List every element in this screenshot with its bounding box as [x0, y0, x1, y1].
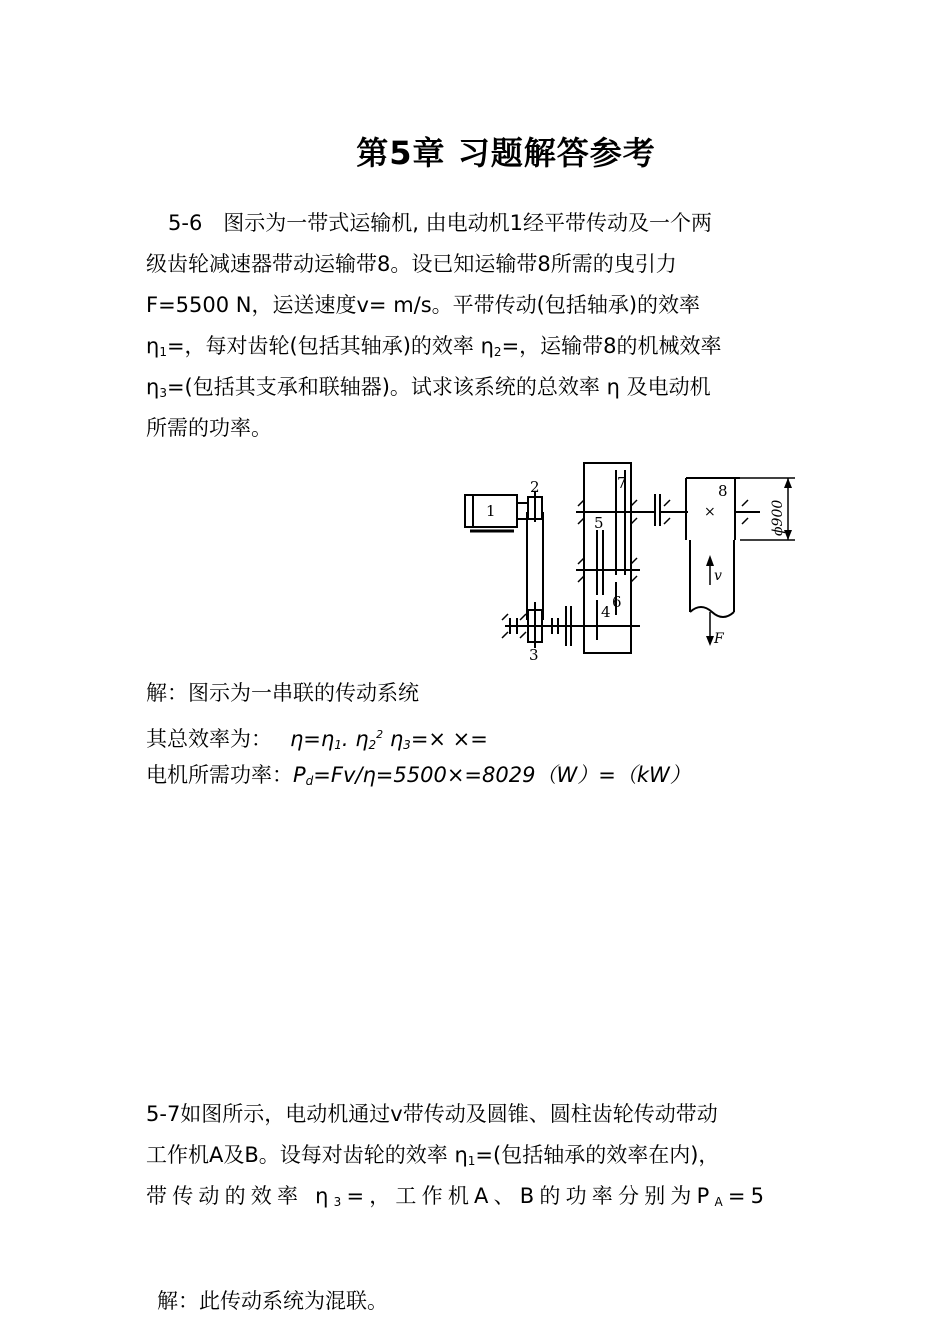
subscript: 3 [159, 386, 167, 400]
solution-5-6-line1: 解：图示为一串联的传动系统 [146, 681, 419, 705]
label-gear7: 7 [617, 474, 627, 492]
subscript: 2 [368, 738, 377, 752]
problem-5-7-line3 [146, 1176, 769, 1223]
text-span: 带传动的效率 η [146, 1184, 334, 1208]
formula: η=η [290, 727, 335, 751]
eta-symbol: η [146, 375, 160, 399]
text-span: =，每对齿轮(包括其轴承)的效率 η [166, 334, 494, 358]
formula: η [383, 727, 404, 751]
label-motor: 1 [486, 502, 496, 520]
solution-5-7-line1: 解：此传动系统为混联。 [157, 1289, 388, 1313]
formula: . η [341, 727, 369, 751]
text-span: 工作机A及B。设每对齿轮的效率 η [146, 1143, 468, 1167]
text-span: =5 [727, 1184, 770, 1208]
page-title: 第5章 习题解答参考 [356, 134, 656, 172]
text-span: =(包括其支承和联轴器)。试求该系统的总效率 η 及电动机 [166, 375, 711, 399]
label-gear5: 5 [594, 514, 604, 532]
formula: =Fv/η=5500×=8029（W）=（kW） [313, 763, 691, 787]
problem-5-7-line2 [146, 1135, 719, 1182]
problem-5-6-line4 [146, 326, 722, 373]
conveyor-diagram [455, 455, 810, 665]
problem-5-6-line2: 级齿轮减速器带动运输带8。设已知运输带8所需的曳引力 [146, 252, 677, 276]
label-force: F [714, 631, 724, 647]
subscript: 1 [334, 738, 342, 752]
subscript: 1 [159, 345, 167, 359]
label-pulley-top: 2 [530, 478, 540, 496]
superscript: 2 [376, 728, 384, 741]
problem-5-7-line1: 5-7如图所示，电动机通过v带传动及圆锥、圆柱齿轮传动带动 [146, 1102, 718, 1126]
label-cross: × [704, 504, 716, 520]
text-span: =，运输带8的机械效率 [501, 334, 722, 358]
subscript: d [305, 774, 314, 788]
subscript: 3 [333, 1195, 347, 1209]
label-velocity: v [714, 568, 722, 584]
label-belt: 8 [718, 482, 728, 500]
text-span: 其总效率为： [146, 727, 272, 751]
subscript: 2 [493, 345, 502, 359]
problem-5-6-line1: 5-6 图示为一带式运输机, 由电动机1经平带传动及一个两 [168, 211, 713, 235]
text-span: 电机所需功率： [146, 763, 293, 787]
subscript: 1 [467, 1154, 476, 1168]
problem-5-6-line3: F=5500 N，运送速度v= m/s。平带传动(包括轴承)的效率 [146, 293, 701, 317]
text-span: =(包括轴承的效率在内)， [475, 1143, 720, 1167]
eta-symbol: η [146, 334, 160, 358]
problem-5-6-line6: 所需的功率。 [146, 416, 272, 440]
solution-5-6-line3 [146, 755, 691, 802]
subscript: A [714, 1195, 728, 1209]
label-diameter: ϕ900 [770, 499, 786, 536]
label-gear4: 4 [601, 603, 611, 621]
label-pulley-bottom: 3 [529, 646, 539, 664]
text-span: =，工作机A、B的功率分别为P [346, 1184, 715, 1208]
problem-5-6-line5 [146, 367, 711, 414]
formula: =× ×= [410, 727, 488, 751]
label-gear6: 6 [612, 593, 622, 611]
formula: P [293, 763, 306, 787]
subscript: 3 [403, 738, 411, 752]
